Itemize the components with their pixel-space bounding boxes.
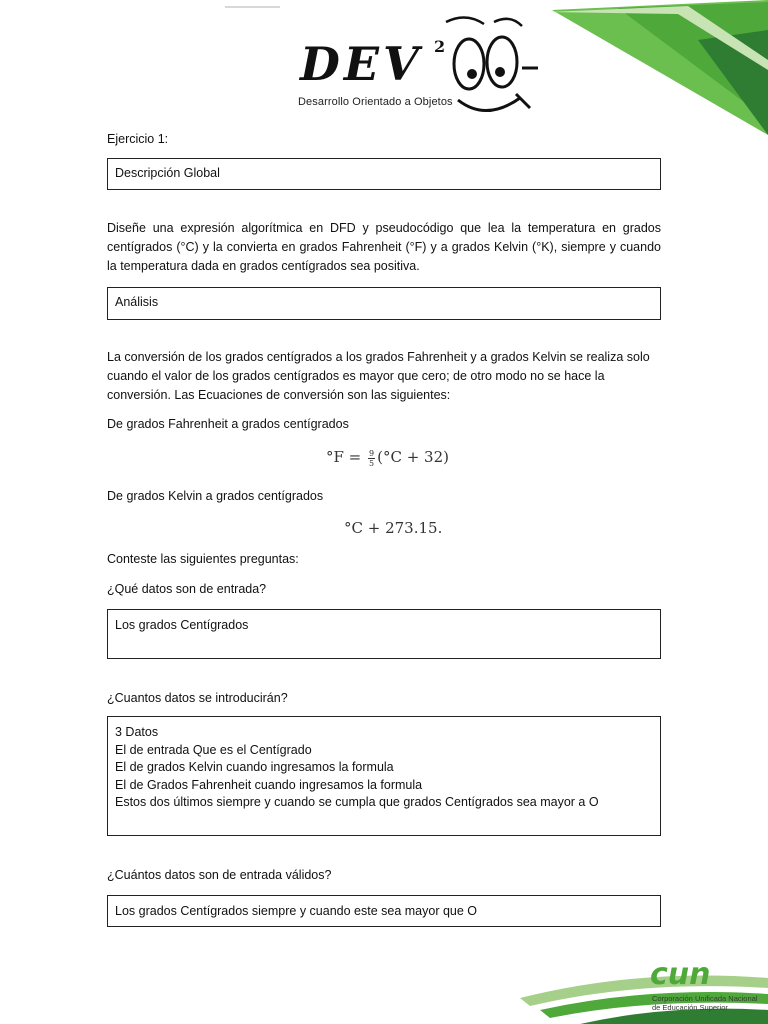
global-description-text: Diseñe una expresión algorítmica en DFD y pseudocódigo que lea la temperatura en grados centígrados (°C) y la convierta en grados Fahrenheit (°F) y a grados Kelvin (°K), siempre y cuando la temperatura dada en grados centígrados sea positiva.: [107, 221, 661, 273]
global-description-title: Descripción Global: [115, 166, 220, 180]
answer-3-line: Los grados Centígrados siempre y cuando este sea mayor que O: [115, 904, 478, 918]
green-swoosh-top-decoration: [548, 0, 768, 135]
answer-2-line: El de grados Kelvin cuando ingresamos la formula: [115, 760, 394, 774]
dev-logo-text: DEV: [300, 37, 423, 91]
answer-2-box: [107, 716, 661, 836]
top-divider: [225, 6, 280, 8]
answer-1-box: [107, 609, 661, 659]
question-1: ¿Qué datos son de entrada?: [107, 582, 267, 596]
fraction-numerator: 9: [369, 448, 375, 458]
formula-lhs: °F =: [326, 448, 367, 466]
question-2: ¿Cuantos datos se introducirán?: [107, 691, 288, 705]
questions-intro: Conteste las siguientes preguntas:: [107, 552, 299, 566]
dev-logo-subtitle: Desarrollo Orientado a Objetos: [298, 96, 453, 108]
fahrenheit-label: De grados Fahrenheit a grados centígrados: [107, 417, 349, 431]
global-description-box: [107, 158, 661, 190]
answer-2-line: Estos dos últimos siempre y cuando se cumpla que grados Centígrados sea mayor a O: [115, 795, 599, 809]
formula-rhs: (°C + 32): [377, 448, 449, 466]
cun-logo: [648, 956, 758, 992]
kelvin-formula: °C + 273.15.: [344, 519, 443, 537]
answer-1-line: Los grados Centígrados: [115, 618, 249, 632]
answer-2-line: El de entrada Que es el Centígrado: [115, 742, 312, 757]
exercise-title: Ejercicio 1:: [107, 132, 169, 146]
cun-logo-text: cun: [650, 957, 711, 992]
kelvin-label: De grados Kelvin a grados centígrados: [107, 489, 324, 503]
svg-text:2: 2: [434, 37, 446, 56]
analysis-text: La conversión de los grados centígrados a los grados Fahrenheit y a grados Kelvin se realiza solo cuando el valor de los grados centígrados es mayor que cero; de otro modo no se hace la conversión. Las Ecuaciones de conversión son las siguientes:: [107, 350, 650, 402]
question-3: ¿Cuántos datos son de entrada válidos?: [107, 868, 332, 882]
cun-org-name: [652, 994, 757, 1012]
answer-3-box: [107, 895, 661, 927]
fraction-denominator: 5: [369, 458, 375, 468]
analysis-title: Análisis: [115, 295, 159, 309]
cun-org-line1: Corporación Unificada Nacional: [652, 994, 758, 1003]
analysis-box: [107, 287, 661, 320]
cun-org-line2: de Educación Superior: [652, 1003, 728, 1012]
formula-fraction: [368, 449, 375, 468]
fahrenheit-formula: [326, 448, 449, 468]
answer-2-line: El de Grados Fahrenheit cuando ingresamos la formula: [115, 777, 423, 792]
answer-2-line: 3 Datos: [115, 725, 159, 739]
